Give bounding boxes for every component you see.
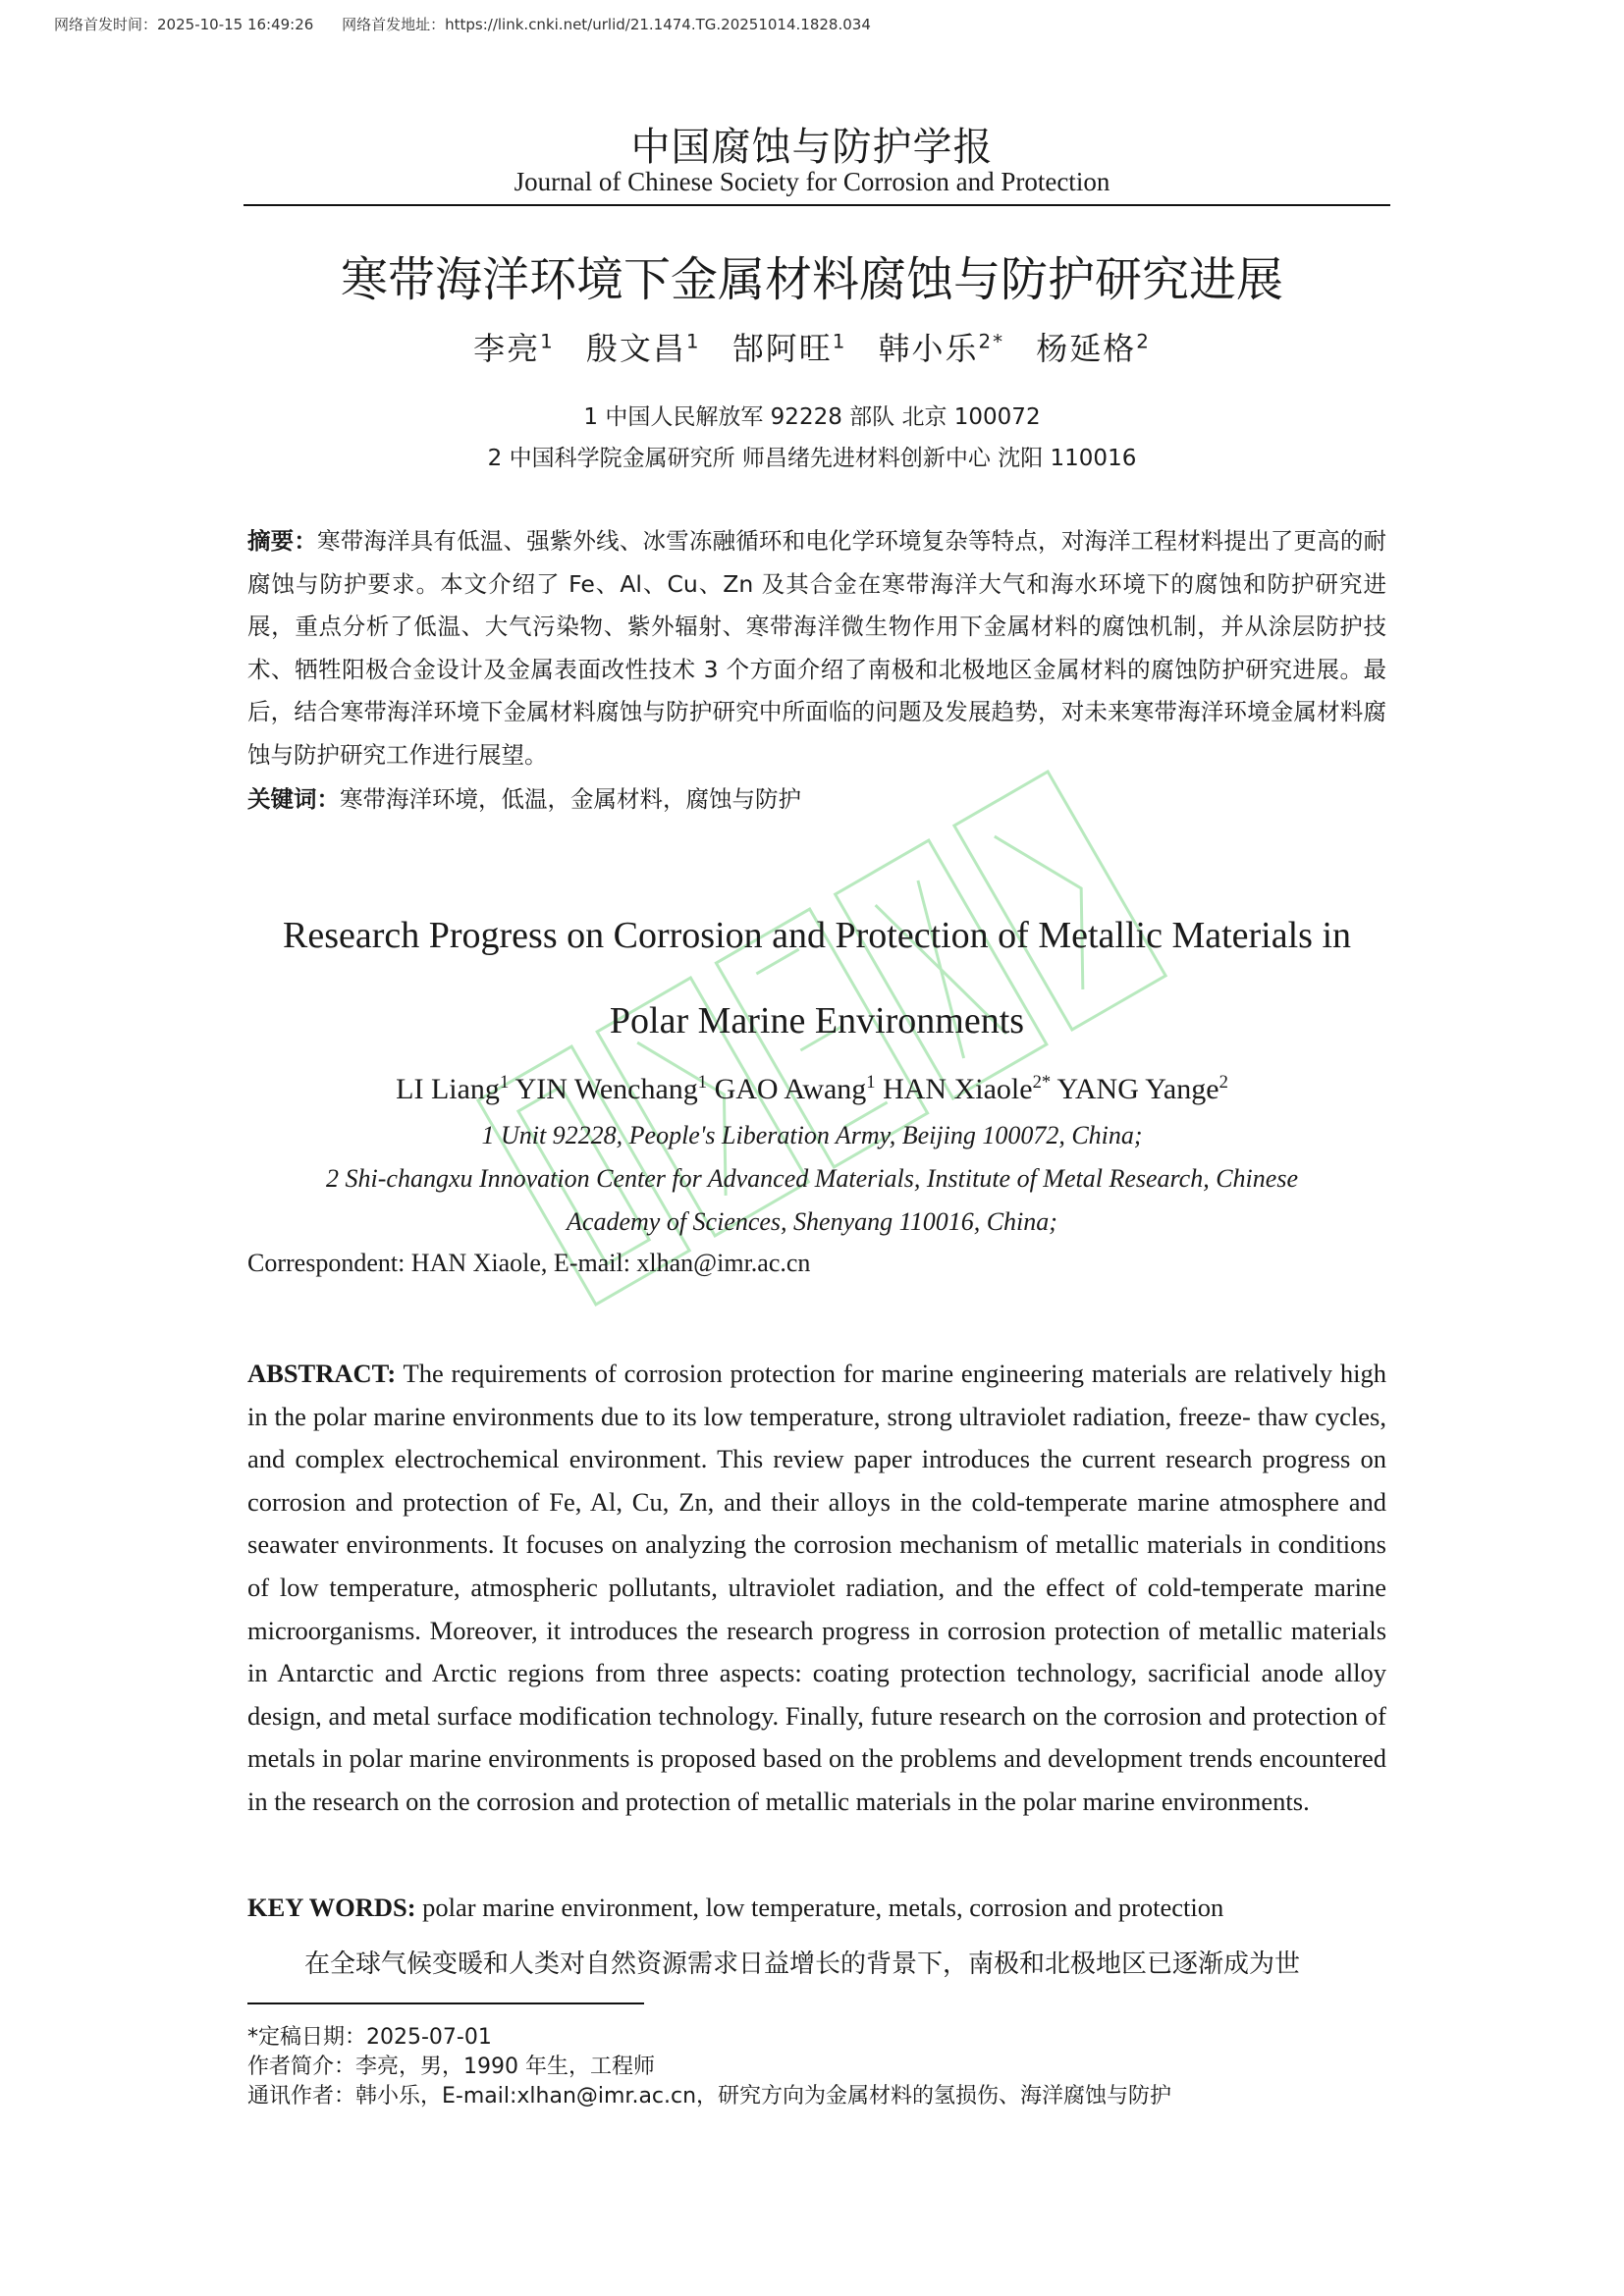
affiliation-cn-1: 1 中国人民解放军 92228 部队 北京 100072 xyxy=(583,404,1041,430)
author-list-en xyxy=(0,1073,1624,1106)
author-cn: 殷文昌$^1$ xyxy=(585,330,701,367)
author-cn: 杨延格$^2$ xyxy=(1036,330,1151,367)
footnote-author-bio: 作者简介：李亮，男，1990 年生，工程师 xyxy=(247,2055,655,2079)
author-en: YIN Wenchang$^1$ xyxy=(514,1072,708,1105)
author-en: GAO Awang$^1$ xyxy=(714,1072,876,1105)
abstract-cn-label: 摘要： xyxy=(247,527,318,555)
journal-name-cn: 中国腐蚀与防护学报 xyxy=(630,125,994,170)
first-publish-url[interactable]: 网络首发地址：https://link.cnki.net/urlid/21.1474.TG.20251014.1828.034 xyxy=(342,16,871,33)
footnote-rule xyxy=(247,2002,644,2004)
affiliation-en-2a: 2 Shi-changxu Innovation Center for Advanced Materials, Institute of Metal Research, Chinese xyxy=(326,1164,1298,1193)
paper-title-cn: 寒带海洋环境下金属材料腐蚀与防护研究进展 xyxy=(340,252,1283,307)
first-publish-time: 网络首发时间：2025-10-15 16:49:26 xyxy=(54,16,314,33)
abstract-en: ABSTRACT: The requirements of corrosion protection for marine engineering materials are relatively high in the polar marine environments due to its low temperature, strong ultraviolet radiation, freeze- thaw cycles, and complex electrochemical environment. This review paper introduces the current research progress on corrosion and protection of Fe, Al, Cu, Zn, and their alloys in the cold-temperate marine atmosphere and seawater environments. It focuses on analyzing the corrosion mechanism of metallic materials in conditions of low temperature, atmospheric pollutants, ultraviolet radiation, and the effect of cold-temperate marine microorganisms. Moreover, it introduces the research progress in corrosion protection of metallic materials in Antarctic and Arctic regions from three aspects: coating protection technology, sacrificial anode alloy design, and metal surface modification technology. Finally, future research on the corrosion and protection of metals in polar marine environments is proposed based on the problems and development trends encountered in the research on the corrosion and protection of metallic materials in the polar marine environments. xyxy=(247,1359,1387,1816)
keywords-en: KEY WORDS: polar marine environment, low temperature, metals, corrosion and protection xyxy=(247,1893,1224,1922)
author-en: YANG Yange$^2$ xyxy=(1056,1072,1228,1105)
footnote-corresponding-author: 通讯作者：韩小乐，E-mail:xlhan@imr.ac.cn，研究方向为金属材料的氢损伤、海洋腐蚀与防护 xyxy=(247,2084,1172,2109)
correspondent-line: Correspondent: HAN Xiaole, E-mail: xlhan@imr.ac.cn xyxy=(247,1249,811,1277)
publication-info xyxy=(54,14,894,34)
affiliation-cn-2: 2 中国科学院金属研究所 师昌绪先进材料创新中心 沈阳 110016 xyxy=(487,446,1137,471)
header-rule xyxy=(244,204,1390,206)
paper-title-en: Research Progress on Corrosion and Protection of Metallic Materials in Polar Marine Environments xyxy=(282,915,1352,1041)
abstract-cn: 摘要：寒带海洋具有低温、强紫外线、冰雪冻融循环和电化学环境复杂等特点，对海洋工程材料提出了更高的耐腐蚀与防护要求。本文介绍了 Fe、Al、Cu、Zn 及其合金在寒带海洋大气和海水环境下的腐蚀和防护研究进展，重点分析了低温、大气污染物、紫外辐射、寒带海洋微生物作用下金属材料的腐蚀机制，并从涂层防护技术、牺牲阳极合金设计及金属表面改性技术 3 个方面介绍了南极和北极地区金属材料的腐蚀防护研究进展。最后，结合寒带海洋环境下金属材料腐蚀与防护研究中所面临的问题及发展趋势，对未来寒带海洋环境金属材料腐蚀与防护研究工作进行展望。 xyxy=(247,527,1387,769)
abstract-en-label: ABSTRACT: xyxy=(247,1359,397,1388)
keywords-cn: 关键词：寒带海洋环境，低温，金属材料，腐蚀与防护 xyxy=(247,785,801,813)
author-en: LI Liang$^1$ xyxy=(396,1072,510,1105)
affiliation-en-2b: Academy of Sciences, Shenyang 110016, China; xyxy=(567,1207,1057,1236)
footnote-received-date: *定稿日期：2025-07-01 xyxy=(247,2025,492,2050)
author-cn: 郜阿旺$^1$ xyxy=(731,330,847,367)
author-en: HAN Xiaole$^{2*}$ xyxy=(883,1072,1052,1105)
author-list-cn xyxy=(0,324,1624,369)
affiliation-en-1: 1 Unit 92228, People's Liberation Army, Beijing 100072, China; xyxy=(481,1121,1143,1149)
journal-name-en: Journal of Chinese Society for Corrosion and Protection xyxy=(514,167,1110,196)
body-text-first-line: 在全球气候变暖和人类对自然资源需求日益增长的背景下，南极和北极地区已逐渐成为世 xyxy=(304,1949,1301,1979)
author-cn: 李亮$^1$ xyxy=(473,330,555,367)
keywords-en-label: KEY WORDS: xyxy=(247,1893,416,1922)
author-cn: 韩小乐$^{2*}$ xyxy=(878,330,1005,367)
keywords-cn-label: 关键词： xyxy=(247,785,340,813)
